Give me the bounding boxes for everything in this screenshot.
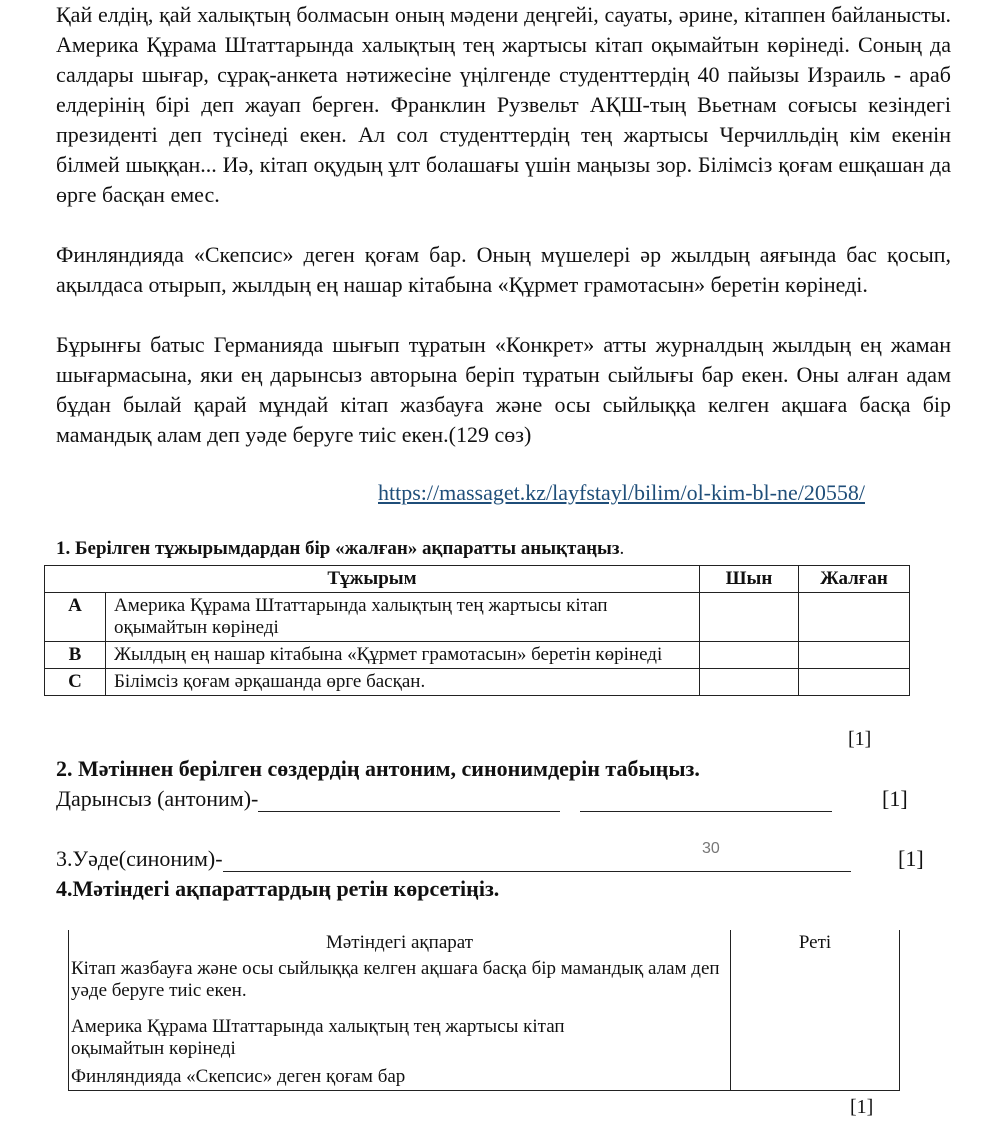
question-2-title: 2. Мәтіннен берілген сөздердің антоним, синонимдерін табыңыз.: [56, 756, 700, 781]
info-text-content: Америка Құрама Штаттарында халықтың тең жартысы кітап оқымайтын көрінеді: [71, 1016, 565, 1059]
passage-paragraph-2: Финляндияда «Скепсис» деген қоғам бар. Оның мүшелері әр жылдың аяғында бас қосып, ақылдаса отырып, жылдың ең нашар кітабына «Құрмет грамотасын» беретін көрінеді.: [56, 242, 951, 297]
synonym-answer-blank[interactable]: [580, 789, 832, 812]
row-letter: B: [45, 642, 106, 669]
question-1-mark: [1]: [848, 728, 872, 750]
order-table: [68, 930, 900, 1091]
true-false-table: [44, 565, 910, 696]
false-header: Жалған: [799, 566, 910, 593]
statement-header: Тұжырым: [45, 566, 700, 593]
true-answer-cell[interactable]: [700, 593, 799, 642]
row-letter: A: [45, 593, 106, 642]
source-link[interactable]: https://massaget.kz/layfstayl/bilim/ol-kim-bl-ne/20558/: [378, 480, 865, 505]
info-header: Мәтіндегі ақпарат: [69, 930, 731, 956]
order-row-2: [69, 1014, 900, 1064]
true-false-header-row: [45, 566, 910, 593]
order-row-1: [69, 956, 900, 1014]
question-1-title: [56, 538, 624, 560]
info-text: Финляндияда «Скепсис» деген қоғам бар: [69, 1064, 731, 1091]
info-text: [69, 1014, 731, 1064]
true-answer-cell[interactable]: [700, 669, 799, 696]
question-1-title-end: .: [619, 538, 625, 559]
passage-paragraph-1: Қай елдің, қай халықтың болмасын оның мәдени деңгейі, сауаты, әрине, кітаппен байланысты. Америка Құрама Штаттарында халықтың тең жартысы кітап оқымайтын көрінеді. Соның да салдары шығар, сұрақ-анкета нәтижесіне үңілгенде студенттердің 40 пайызы Израиль - араб елдерінің бірі деп жауап берген. Франклин Рузвельт АҚШ-тың Вьетнам соғысы кезіндегі президенті деп түсінеді екен. Ал сол студенттердің тең жартысы Черчилльдің кім екенін білмей шыққан... Иә, кітап оқудың ұлт болашағы үшін маңызы зор. Білімсіз қоғам ешқашан да өрге басқан емес.: [56, 2, 951, 207]
passage-paragraph-3: Бұрынғы батыс Германияда шығып тұратын «Конкрет» атты журналдың жылдың ең жаман шығармасына, яки ең дарынсыз авторына беріп тұратын сыйлығы бар екен. Оны алған адам бұдан былай қарай мұндай кітап жазбауға және осы сыйлыққа келген ақшаға басқа бір мамандық алам деп уәде беруге тиіс екен.(129 сөз): [56, 332, 951, 447]
true-answer-cell[interactable]: [700, 642, 799, 669]
statement-text: Білімсіз қоғам әрқашанда өрге басқан.: [106, 669, 700, 696]
statement-row-a: [45, 593, 910, 642]
order-header-row: [69, 930, 900, 956]
row-letter: C: [45, 669, 106, 696]
statement-text: Америка Құрама Штаттарында халықтың тең жартысы кітап оқымайтын көрінеді: [106, 593, 700, 642]
order-answer-cell[interactable]: [731, 1014, 900, 1064]
question-3-label: 3.Уәде(синоним)-: [56, 846, 223, 871]
order-answer-cell[interactable]: [731, 956, 900, 1014]
question-3-answer-blank[interactable]: [223, 849, 851, 872]
true-header: Шын: [700, 566, 799, 593]
info-text: Кітап жазбауға және осы сыйлыққа келген ақшаға басқа бір мамандық алам деп уәде беруге тиіс екен.: [69, 956, 731, 1014]
antonym-answer-blank[interactable]: [258, 789, 560, 812]
false-answer-cell[interactable]: [799, 593, 910, 642]
false-answer-cell[interactable]: [799, 669, 910, 696]
order-header: Реті: [731, 930, 900, 956]
page-number: 30: [702, 840, 720, 857]
statement-row-c: [45, 669, 910, 696]
question-2-line: [56, 786, 832, 812]
question-3-line: [56, 846, 851, 872]
order-answer-cell[interactable]: [731, 1064, 900, 1091]
question-1-title-text: 1. Берілген тұжырымдардан бір «жалған» ақпаратты анықтаңыз: [56, 538, 620, 559]
order-row-3: [69, 1064, 900, 1091]
antonym-label: Дарынсыз (антоним)-: [56, 786, 259, 811]
question-4-title: 4.Мәтіндегі ақпараттардың ретін көрсетіңіз.: [56, 876, 500, 901]
statement-row-b: [45, 642, 910, 669]
false-answer-cell[interactable]: [799, 642, 910, 669]
statement-text: Жылдың ең нашар кітабына «Құрмет грамотасын» беретін көрінеді: [106, 642, 700, 669]
question-2-mark: [1]: [882, 786, 908, 811]
question-3-mark: [1]: [898, 846, 924, 871]
question-4-mark: [1]: [850, 1096, 874, 1118]
